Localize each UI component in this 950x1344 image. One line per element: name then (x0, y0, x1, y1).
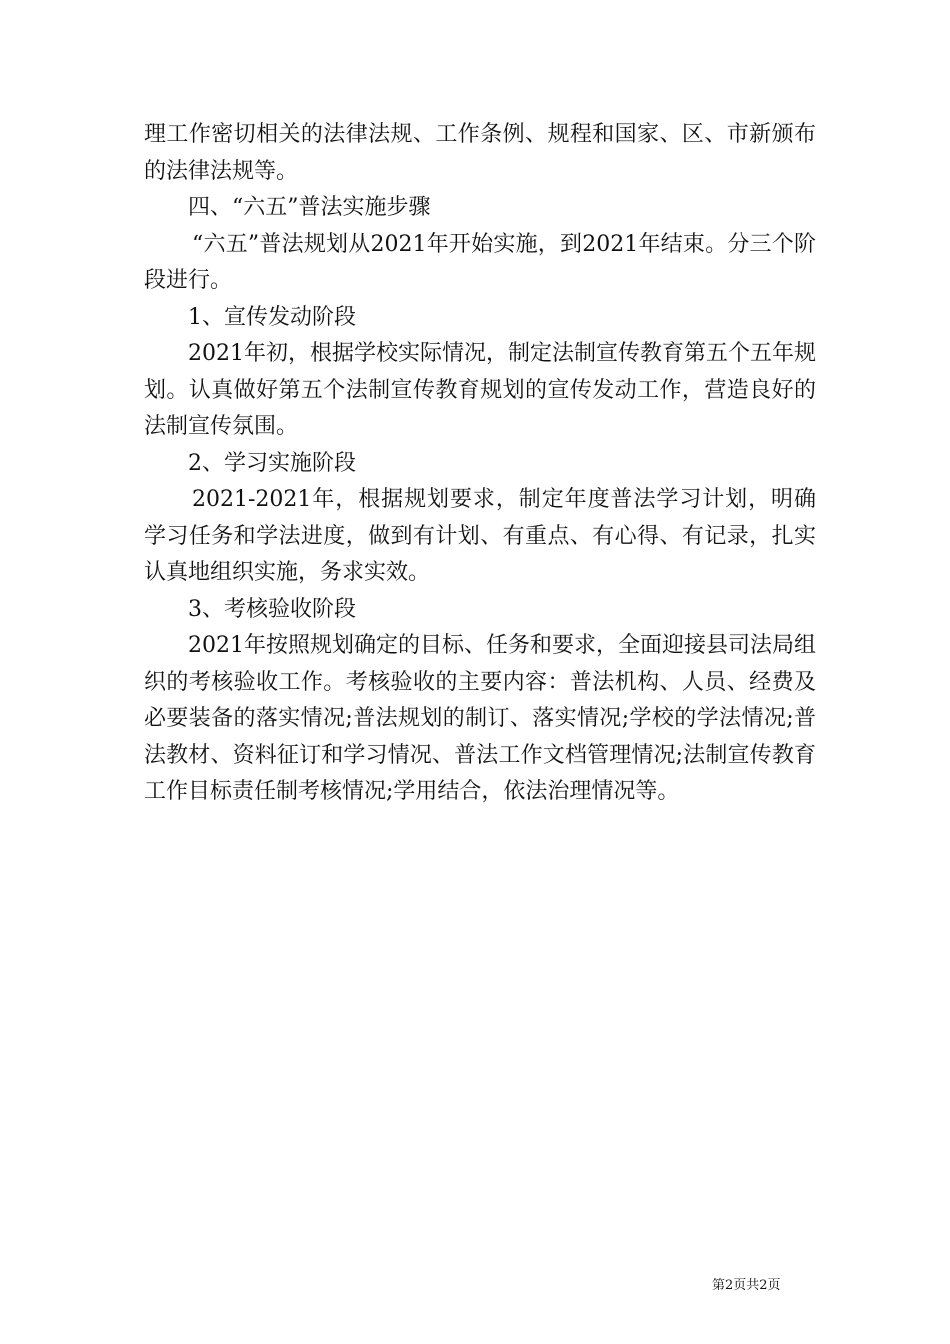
paragraph-continuation: 理工作密切相关的法律法规、工作条例、规程和国家、区、市新颁布的法律法规等。 (144, 122, 816, 184)
paragraph-assessment-stage: 2021年按照规划确定的目标、任务和要求，全面迎接县司法局组织的考核验收工作。考核验收的主要内容：普法机构、人员、经费及必要装备的落实情况;普法规划的制订、落实情况;学校的学法情况;普法教材、资料征订和学习情况、普法工作文档管理情况;法制宣传教育工作目标责任制考核情况;学用结合，依法治理情况等。 (144, 633, 816, 804)
stage-heading-publicity: 1、宣传发动阶段 (188, 304, 356, 330)
section-heading-implementation-steps: 四、“六五”普法实施步骤 (188, 195, 431, 220)
stage-heading-study: 2、学习实施阶段 (188, 450, 356, 476)
document-body (144, 117, 816, 811)
paragraph-publicity-stage: 2021年初，根据学校实际情况，制定法制宣传教育第五个五年规划。认真做好第五个法制宣传教育规划的宣传发动工作，营造良好的法制宣传氛围。 (144, 341, 816, 439)
paragraph-plan-overview: “六五”普法规划从2021年开始实施，到2021年结束。分三个阶段进行。 (144, 231, 816, 293)
stage-heading-assessment: 3、考核验收阶段 (188, 596, 356, 622)
paragraph-study-stage: 2021-2021年，根据规划要求，制定年度普法学习计划，明确学习任务和学法进度，做到有计划、有重点、有心得、有记录，扎实认真地组织实施，务求实效。 (144, 487, 816, 585)
page-number-footer: 第2页共2页 (712, 1278, 781, 1293)
